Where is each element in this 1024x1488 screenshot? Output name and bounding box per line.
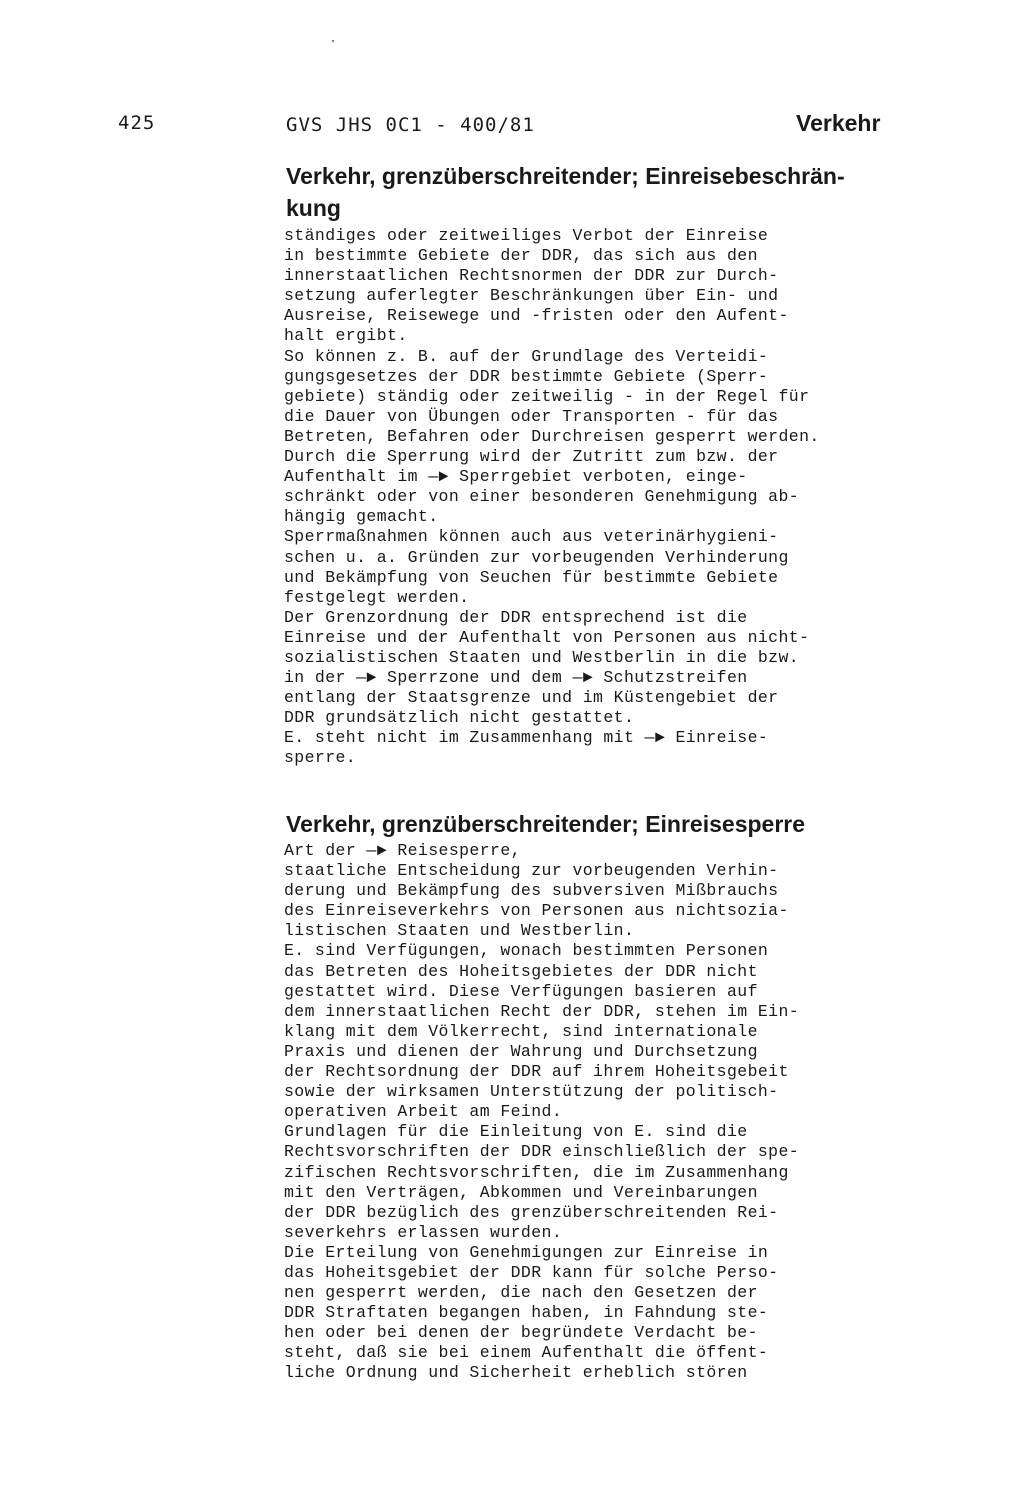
text-line: die Dauer von Übungen oder Transporten - für das bbox=[284, 406, 779, 426]
heading-line: Verkehr, grenzüberschreitender; Einreisebeschrän- bbox=[286, 163, 845, 189]
text-line: und Bekämpfung von Seuchen für bestimmte Gebiete bbox=[284, 567, 779, 587]
text-line: DDR Straftaten begangen haben, in Fahndung ste- bbox=[284, 1303, 769, 1323]
heading-line: Verkehr, grenzüberschreitender; Einreisesperre bbox=[286, 811, 806, 837]
text-line: hen oder bei denen der begründete Verdacht be- bbox=[284, 1323, 758, 1343]
text-line: sozialistischen Staaten und Westberlin in die bzw. bbox=[284, 647, 800, 667]
text-line: Grundlagen für die Einleitung von E. sind die bbox=[284, 1122, 748, 1142]
text-line: schen u. a. Gründen zur vorbeugenden Verhinderung bbox=[284, 547, 789, 567]
text-line: sperre. bbox=[284, 748, 357, 768]
text-line: steht, daß sie bei einem Aufenthalt die öffent- bbox=[284, 1343, 769, 1363]
section-label: Verkehr bbox=[796, 110, 881, 136]
text-line: So können z. B. auf der Grundlage des Verteidi- bbox=[284, 346, 769, 366]
text-line: Aufenthalt im —► Sperrgebiet verboten, einge- bbox=[284, 467, 748, 487]
text-line: Durch die Sperrung wird der Zutritt zum bzw. der bbox=[284, 447, 779, 467]
text-line: halt ergibt. bbox=[284, 326, 408, 346]
scan-speck bbox=[332, 40, 334, 42]
text-line: liche Ordnung und Sicherheit erheblich stören bbox=[284, 1363, 748, 1383]
text-line: das Betreten des Hoheitsgebietes der DDR nicht bbox=[284, 961, 758, 981]
text-line: der Rechtsordnung der DDR auf ihrem Hoheitsgebeit bbox=[284, 1062, 789, 1082]
text-line: ständiges oder zeitweiliges Verbot der Einreise bbox=[284, 226, 769, 245]
text-line: zifischen Rechtsvorschriften, die im Zusammenhang bbox=[284, 1162, 789, 1182]
entry-body bbox=[284, 226, 924, 769]
document-reference: GVS JHS 0C1 - 400/81 bbox=[286, 114, 535, 136]
text-line: setzung auferlegter Beschränkungen über Ein- und bbox=[284, 286, 779, 306]
text-line: innerstaatlichen Rechtsnormen der DDR zur Durch- bbox=[284, 266, 779, 286]
text-line: severkehrs erlassen wurden. bbox=[284, 1222, 563, 1242]
text-line: entlang der Staatsgrenze und im Küstengebiet der bbox=[284, 688, 779, 708]
text-line: Rechtsvorschriften der DDR einschließlich der spe- bbox=[284, 1142, 800, 1162]
text-line: in der —► Sperrzone und dem —► Schutzstreifen bbox=[284, 668, 748, 688]
text-line: dem innerstaatlichen Recht der DDR, stehen im Ein- bbox=[284, 1001, 800, 1021]
text-line: Ausreise, Reisewege und -fristen oder den Aufent- bbox=[284, 306, 789, 326]
text-line: klang mit dem Völkerrecht, sind internationale bbox=[284, 1021, 758, 1041]
entry-heading bbox=[286, 160, 906, 224]
text-line: der DDR bezüglich des grenzüberschreitenden Rei- bbox=[284, 1202, 779, 1222]
text-line: mit den Verträgen, Abkommen und Vereinbarungen bbox=[284, 1182, 758, 1202]
text-line: DDR grundsätzlich nicht gestattet. bbox=[284, 708, 635, 728]
text-line: gebiete) ständig oder zeitweilig - in der Regel für bbox=[284, 386, 810, 406]
page-number: 425 bbox=[118, 112, 156, 134]
text-line: derung und Bekämpfung des subversiven Mißbrauchs bbox=[284, 881, 779, 901]
text-line: hängig gemacht. bbox=[284, 507, 439, 527]
text-line: festgelegt werden. bbox=[284, 587, 470, 607]
text-line: gungsgesetzes der DDR bestimmte Gebiete (Sperr- bbox=[284, 366, 769, 386]
text-line: gestattet wird. Diese Verfügungen basieren auf bbox=[284, 981, 758, 1001]
text-line: in bestimmte Gebiete der DDR, das sich aus den bbox=[284, 246, 758, 266]
entry-heading bbox=[286, 808, 906, 840]
text-line: das Hoheitsgebiet der DDR kann für solche Perso- bbox=[284, 1262, 779, 1282]
text-line: Einreise und der Aufenthalt von Personen aus nicht- bbox=[284, 627, 810, 647]
text-line: sowie der wirksamen Unterstützung der politisch- bbox=[284, 1082, 779, 1102]
text-line: schränkt oder von einer besonderen Genehmigung ab- bbox=[284, 487, 800, 507]
text-line: nen gesperrt werden, die nach den Gesetzen der bbox=[284, 1283, 758, 1303]
text-line: operativen Arbeit am Feind. bbox=[284, 1102, 563, 1122]
text-line: Der Grenzordnung der DDR entsprechend ist die bbox=[284, 607, 748, 627]
text-line: staatliche Entscheidung zur vorbeugenden Verhin- bbox=[284, 861, 779, 881]
text-line: Betreten, Befahren oder Durchreisen gesperrt werden. bbox=[284, 426, 820, 446]
text-line: E. steht nicht im Zusammenhang mit —► Einreise- bbox=[284, 728, 769, 748]
text-line: Praxis und dienen der Wahrung und Durchsetzung bbox=[284, 1041, 758, 1061]
heading-line: kung bbox=[286, 195, 341, 221]
entry-body bbox=[284, 841, 924, 1384]
text-line: des Einreiseverkehrs von Personen aus nichtsozia- bbox=[284, 901, 789, 921]
text-line: Art der —► Reisesperre, bbox=[284, 841, 521, 860]
text-line: E. sind Verfügungen, wonach bestimmten Personen bbox=[284, 941, 769, 961]
text-line: listischen Staaten und Westberlin. bbox=[284, 921, 635, 941]
text-line: Die Erteilung von Genehmigungen zur Einreise in bbox=[284, 1242, 769, 1262]
text-line: Sperrmaßnahmen können auch aus veterinärhygieni- bbox=[284, 527, 779, 547]
